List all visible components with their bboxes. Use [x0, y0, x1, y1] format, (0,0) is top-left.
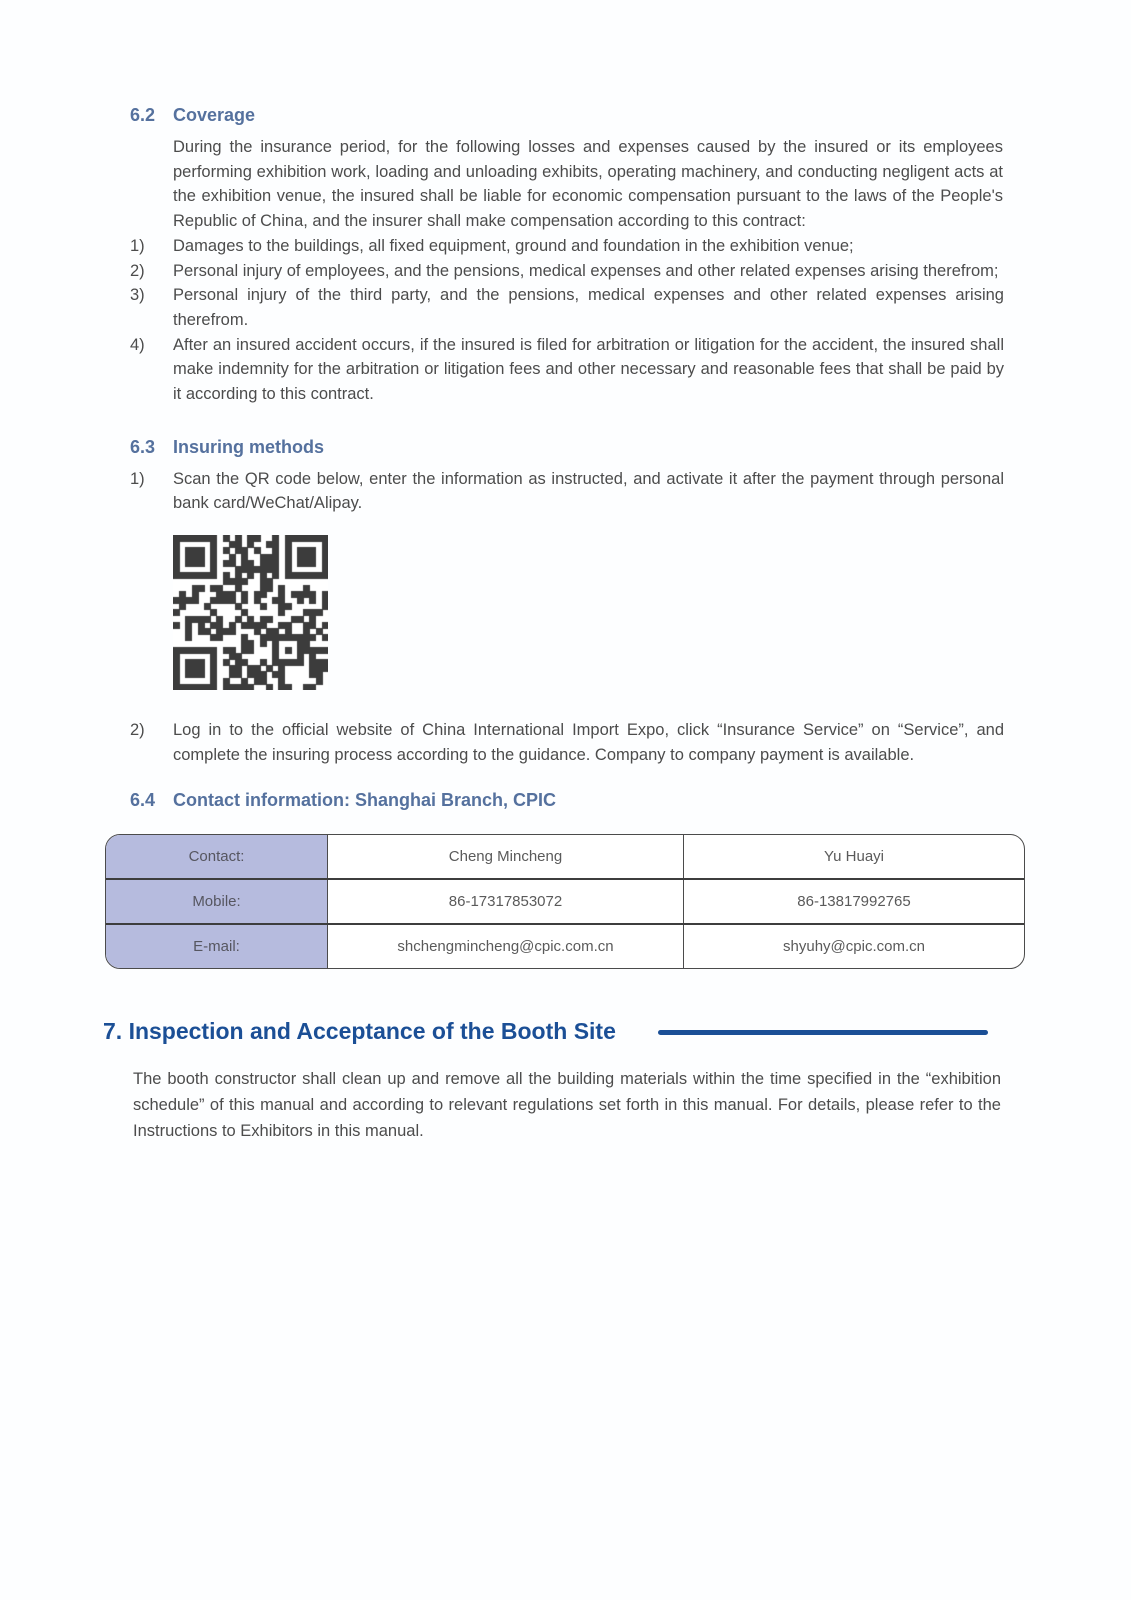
list-item-text: Scan the QR code below, enter the information as instructed, and activate it after the payment through personal bank card/WeChat/Alipay. — [173, 469, 1004, 513]
qr-code-container — [173, 535, 328, 690]
list-item-number: 2) — [130, 261, 145, 280]
page-content — [103, 105, 1004, 1144]
table-cell: 86-13817992765 — [797, 892, 911, 910]
section-6-3-title: Insuring methods — [173, 436, 325, 457]
list-item-text: Log in to the official website of China International Import Expo, click “Insurance Service” on “Service”, and complete the insuring process according to the guidance. Company to company payment is available. — [173, 721, 1004, 764]
table-row-label: E-mail: — [106, 925, 328, 968]
list-item-text: Personal injury of employees, and the pensions, medical expenses and other related expenses arising therefrom; — [173, 261, 999, 280]
list-item — [130, 283, 1004, 332]
table-cell: Yu Huayi — [823, 847, 885, 865]
table-row-label: Mobile: — [106, 880, 328, 923]
table-cell: Cheng Mincheng — [328, 835, 684, 878]
list-item-text: Damages to the buildings, all fixed equipment, ground and foundation in the exhibition venue; — [173, 236, 854, 255]
section-6-3-number: 6.3 — [130, 436, 156, 457]
list-item-number: 2) — [130, 721, 145, 740]
table-row — [106, 835, 1024, 878]
table-cell: 86-17317853072 — [328, 880, 684, 923]
table-row — [106, 923, 1024, 968]
section-6-2-intro: During the insurance period, for the following losses and expenses caused by the insured or its employees performing exhibition work, loading and unloading exhibits, operating machinery, and conducting negligent acts at the exhibition venue, the insured shall be liable for economic compensation pursuant to the laws of the People's Republic of China, and the insurer shall make compensation according to this contract: — [173, 138, 1003, 231]
table-cell: shchengmincheng@cpic.com.cn — [328, 925, 684, 968]
section-7-title: 7. Inspection and Acceptance of the Booth Site — [103, 1017, 616, 1044]
section-7-heading — [103, 1018, 1004, 1045]
list-item — [130, 259, 1004, 284]
section-6-4-heading — [130, 790, 1004, 811]
section-6-2-title: Coverage — [173, 105, 256, 125]
contact-table — [105, 834, 1025, 969]
section-6-4-title: Contact information: Shanghai Branch, CPIC — [173, 789, 557, 810]
table-cell: shyuhy@cpic.com.cn — [783, 937, 925, 955]
list-item-number: 3) — [130, 286, 145, 305]
list-item — [130, 333, 1004, 407]
qr-code-image — [173, 535, 328, 690]
list-item-text: Personal injury of the third party, and the pensions, medical expenses and other related expenses arising therefrom. — [173, 286, 1004, 329]
list-item — [130, 234, 1004, 259]
section-6-2-heading — [130, 105, 1004, 126]
section-7-body: The booth constructor shall clean up and remove all the building materials within the time specified in the “exhibition schedule” of this manual and according to relevant regulations set forth in this manual. For details, please refer to the Instructions to Exhibitors in this manual. — [133, 1069, 1001, 1140]
list-item-number: 4) — [130, 335, 145, 354]
heading-rule-line — [658, 1030, 988, 1035]
list-item-text: After an insured accident occurs, if the insured is filed for arbitration or litigation for the accident, the insured shall make indemnity for the arbitration or litigation fees and other necessary and reasonable fees that shall be paid by it according to this contract. — [173, 335, 1004, 404]
list-item — [130, 718, 1004, 767]
section-6-3-heading — [130, 437, 1004, 458]
section-6-4-number: 6.4 — [130, 789, 156, 810]
table-row — [106, 878, 1024, 923]
table-row-label: Contact: — [106, 835, 328, 878]
list-item — [130, 467, 1004, 516]
section-6-2-number: 6.2 — [130, 105, 156, 125]
list-item-number: 1) — [130, 469, 145, 488]
list-item-number: 1) — [130, 236, 145, 255]
